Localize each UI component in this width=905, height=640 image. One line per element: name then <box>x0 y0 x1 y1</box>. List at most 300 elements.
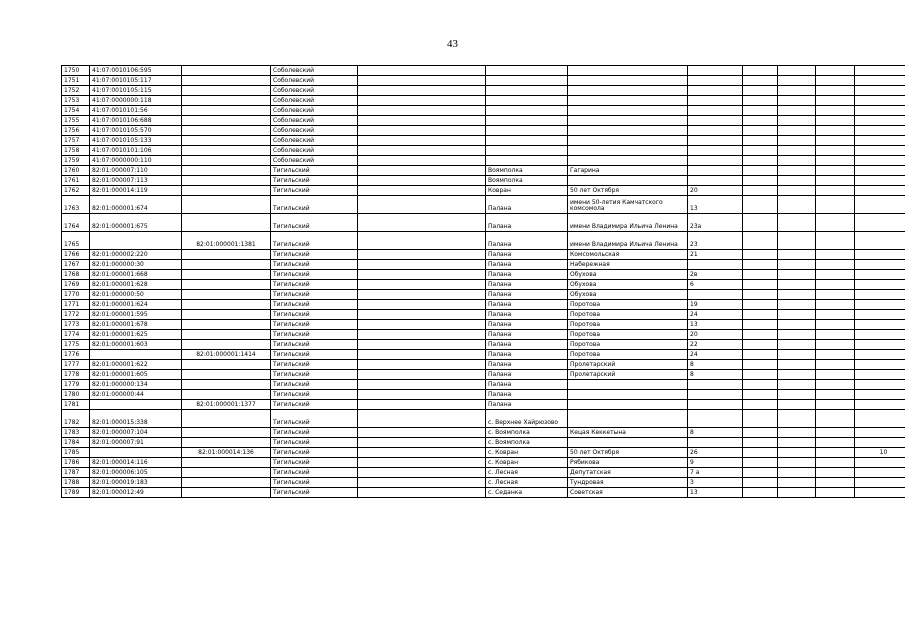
cell-extra-col-2 <box>778 448 816 458</box>
cell-locality <box>486 156 568 166</box>
cell-district: Тигильский <box>271 196 358 214</box>
table-row <box>62 300 905 310</box>
cell-extra-col-3 <box>816 214 855 232</box>
cell-locality-extra <box>358 196 486 214</box>
cell-locality: Палана <box>486 250 568 260</box>
cell-row-number: 1785 <box>62 448 90 458</box>
cell-district: Тигильский <box>271 360 358 370</box>
cell-district: Тигильский <box>271 166 358 176</box>
cell-district: Тигильский <box>271 458 358 468</box>
table-row <box>62 488 905 498</box>
cell-extra-col-4 <box>855 488 905 498</box>
table-row <box>62 350 905 360</box>
cell-extra-col-2 <box>778 214 816 232</box>
cell-row-number: 1787 <box>62 468 90 478</box>
cell-locality-extra <box>358 96 486 106</box>
cell-cadastral-number-alt: 82:01:000001:1381 <box>182 232 271 250</box>
cell-locality: Воямполка <box>486 166 568 176</box>
cell-locality <box>486 96 568 106</box>
cell-extra-col-4 <box>855 330 905 340</box>
cell-extra-col-2 <box>778 310 816 320</box>
cell-locality: Палана <box>486 340 568 350</box>
cell-district: Тигильский <box>271 300 358 310</box>
cell-locality-extra <box>358 250 486 260</box>
cell-extra-col-1 <box>743 146 778 156</box>
cell-locality-extra <box>358 186 486 196</box>
cell-house-number <box>688 136 743 146</box>
cell-extra-col-4 <box>855 340 905 350</box>
cell-cadastral-number-alt <box>182 458 271 468</box>
table-row <box>62 468 905 478</box>
cell-cadastral-number-alt <box>182 310 271 320</box>
cell-district: Тигильский <box>271 428 358 438</box>
cell-house-number: 24 <box>688 310 743 320</box>
cell-extra-col-4 <box>855 136 905 146</box>
cell-locality: Палана <box>486 380 568 390</box>
cell-row-number: 1780 <box>62 390 90 400</box>
cell-cadastral-number-alt: 82:01:000001:1377 <box>182 400 271 410</box>
cell-district: Тигильский <box>271 310 358 320</box>
cell-locality-extra <box>358 310 486 320</box>
cell-district: Соболевский <box>271 126 358 136</box>
table-row <box>62 76 905 86</box>
cell-extra-col-4 <box>855 146 905 156</box>
cell-extra-col-1 <box>743 320 778 330</box>
cell-extra-col-4 <box>855 166 905 176</box>
cell-extra-col-4 <box>855 186 905 196</box>
cell-cadastral-number-alt <box>182 156 271 166</box>
cell-cadastral-number-alt <box>182 136 271 146</box>
cell-locality: Палана <box>486 390 568 400</box>
cell-extra-col-1 <box>743 106 778 116</box>
cell-extra-col-4 <box>855 106 905 116</box>
cell-extra-col-4 <box>855 428 905 438</box>
cell-extra-col-3 <box>816 458 855 468</box>
cell-extra-col-1 <box>743 166 778 176</box>
cell-row-number: 1782 <box>62 410 90 428</box>
cell-row-number: 1789 <box>62 488 90 498</box>
cell-row-number: 1771 <box>62 300 90 310</box>
cell-row-number: 1781 <box>62 400 90 410</box>
cell-extra-col-1 <box>743 428 778 438</box>
cell-cadastral-number-alt: 82:01:000014:136 <box>182 448 271 458</box>
cell-row-number: 1775 <box>62 340 90 350</box>
cell-locality: с. Лесная <box>486 468 568 478</box>
cell-cadastral-number-alt <box>182 280 271 290</box>
cell-extra-col-3 <box>816 116 855 126</box>
table-row <box>62 380 905 390</box>
cell-street: 50 лет Октября <box>568 448 688 458</box>
cell-extra-col-4: 10 <box>855 448 905 458</box>
cell-cadastral-number: 41:07:0000000:110 <box>90 156 182 166</box>
cell-extra-col-3 <box>816 186 855 196</box>
cell-extra-col-4 <box>855 126 905 136</box>
cell-cadastral-number-alt <box>182 196 271 214</box>
cell-extra-col-2 <box>778 196 816 214</box>
cell-district: Тигильский <box>271 350 358 360</box>
cell-extra-col-2 <box>778 136 816 146</box>
cell-cadastral-number: 82:01:000007:110 <box>90 166 182 176</box>
cell-extra-col-1 <box>743 86 778 96</box>
cell-cadastral-number: 82:01:000001:675 <box>90 214 182 232</box>
cell-locality: Палана <box>486 260 568 270</box>
cell-extra-col-4 <box>855 156 905 166</box>
cell-row-number: 1768 <box>62 270 90 280</box>
cell-locality-extra <box>358 428 486 438</box>
cell-locality: Воямполка <box>486 176 568 186</box>
cell-locality-extra <box>358 126 486 136</box>
cell-extra-col-3 <box>816 136 855 146</box>
cell-cadastral-number-alt <box>182 166 271 176</box>
cell-extra-col-4 <box>855 86 905 96</box>
cell-locality: с. Воямполка <box>486 428 568 438</box>
cell-cadastral-number-alt <box>182 340 271 350</box>
cell-extra-col-3 <box>816 76 855 86</box>
cell-extra-col-1 <box>743 468 778 478</box>
cell-extra-col-4 <box>855 270 905 280</box>
cell-locality: с. Воямполка <box>486 438 568 448</box>
cell-locality: Палана <box>486 370 568 380</box>
cell-extra-col-2 <box>778 106 816 116</box>
table-row <box>62 428 905 438</box>
cell-extra-col-4 <box>855 290 905 300</box>
cell-row-number: 1761 <box>62 176 90 186</box>
cell-house-number: 24 <box>688 350 743 360</box>
cell-house-number: 6 <box>688 280 743 290</box>
cell-extra-col-4 <box>855 250 905 260</box>
table-row <box>62 156 905 166</box>
cell-extra-col-2 <box>778 380 816 390</box>
cell-locality-extra <box>358 214 486 232</box>
cell-extra-col-1 <box>743 116 778 126</box>
table-row <box>62 176 905 186</box>
cell-district: Соболевский <box>271 96 358 106</box>
cell-cadastral-number: 82:01:000007:104 <box>90 428 182 438</box>
table-row <box>62 116 905 126</box>
cell-extra-col-1 <box>743 458 778 468</box>
cell-extra-col-1 <box>743 232 778 250</box>
cell-cadastral-number: 82:01:000001:678 <box>90 320 182 330</box>
cell-row-number: 1756 <box>62 126 90 136</box>
cell-district: Соболевский <box>271 66 358 76</box>
cell-extra-col-3 <box>816 428 855 438</box>
cell-cadastral-number: 82:01:000001:628 <box>90 280 182 290</box>
registry-table <box>61 65 905 498</box>
cell-locality <box>486 86 568 96</box>
cell-locality: Палана <box>486 360 568 370</box>
cell-cadastral-number: 41:07:0010101:56 <box>90 106 182 116</box>
table-row <box>62 438 905 448</box>
cell-street <box>568 76 688 86</box>
cell-locality-extra <box>358 280 486 290</box>
cell-cadastral-number: 82:01:000001:624 <box>90 300 182 310</box>
table-row <box>62 340 905 350</box>
cell-extra-col-3 <box>816 438 855 448</box>
cell-row-number: 1764 <box>62 214 90 232</box>
cell-district: Тигильский <box>271 330 358 340</box>
cell-district: Тигильский <box>271 380 358 390</box>
cell-street: Пролетарский <box>568 360 688 370</box>
cell-cadastral-number: 41:07:0010105:117 <box>90 76 182 86</box>
cell-row-number: 1783 <box>62 428 90 438</box>
cell-house-number <box>688 176 743 186</box>
cell-row-number: 1784 <box>62 438 90 448</box>
cell-extra-col-2 <box>778 76 816 86</box>
cell-locality-extra <box>358 76 486 86</box>
cell-cadastral-number <box>90 350 182 360</box>
cell-house-number: 22 <box>688 340 743 350</box>
cell-extra-col-2 <box>778 126 816 136</box>
cell-street <box>568 146 688 156</box>
cell-cadastral-number: 82:01:000001:622 <box>90 360 182 370</box>
cell-locality-extra <box>358 360 486 370</box>
cell-extra-col-1 <box>743 186 778 196</box>
cell-street: Поротова <box>568 350 688 360</box>
cell-extra-col-3 <box>816 280 855 290</box>
cell-street: Кецая Кеккетына <box>568 428 688 438</box>
cell-locality-extra <box>358 438 486 448</box>
cell-extra-col-2 <box>778 488 816 498</box>
cell-locality-extra <box>358 380 486 390</box>
cell-extra-col-4 <box>855 478 905 488</box>
cell-house-number: 20 <box>688 186 743 196</box>
cell-cadastral-number-alt <box>182 250 271 260</box>
cell-locality-extra <box>358 86 486 96</box>
table-row <box>62 310 905 320</box>
cell-extra-col-4 <box>855 360 905 370</box>
cell-extra-col-3 <box>816 488 855 498</box>
cell-extra-col-3 <box>816 340 855 350</box>
cell-extra-col-3 <box>816 232 855 250</box>
cell-extra-col-2 <box>778 400 816 410</box>
cell-street: Советская <box>568 488 688 498</box>
cell-locality: Палана <box>486 300 568 310</box>
cell-locality: Палана <box>486 214 568 232</box>
cell-extra-col-1 <box>743 448 778 458</box>
cell-district: Тигильский <box>271 400 358 410</box>
cell-cadastral-number: 41:07:0000000:118 <box>90 96 182 106</box>
cell-cadastral-number <box>90 232 182 250</box>
cell-extra-col-3 <box>816 250 855 260</box>
cell-house-number <box>688 260 743 270</box>
cell-extra-col-3 <box>816 330 855 340</box>
cell-cadastral-number: 82:01:000000:134 <box>90 380 182 390</box>
cell-district: Тигильский <box>271 260 358 270</box>
cell-cadastral-number: 82:01:000012:49 <box>90 488 182 498</box>
cell-locality-extra <box>358 66 486 76</box>
cell-locality: Палана <box>486 232 568 250</box>
cell-extra-col-1 <box>743 300 778 310</box>
page-number: 43 <box>447 38 458 50</box>
cell-street: Депутатская <box>568 468 688 478</box>
cell-row-number: 1757 <box>62 136 90 146</box>
cell-district: Тигильский <box>271 320 358 330</box>
cell-locality-extra <box>358 468 486 478</box>
cell-cadastral-number-alt <box>182 260 271 270</box>
cell-district: Соболевский <box>271 116 358 126</box>
cell-extra-col-1 <box>743 214 778 232</box>
cell-extra-col-1 <box>743 280 778 290</box>
table-row <box>62 400 905 410</box>
cell-cadastral-number-alt <box>182 380 271 390</box>
cell-locality <box>486 126 568 136</box>
cell-extra-col-4 <box>855 66 905 76</box>
cell-extra-col-3 <box>816 106 855 116</box>
cell-extra-col-2 <box>778 86 816 96</box>
cell-cadastral-number: 41:07:0010105:133 <box>90 136 182 146</box>
cell-cadastral-number: 82:01:000006:105 <box>90 468 182 478</box>
cell-district: Тигильский <box>271 270 358 280</box>
cell-extra-col-3 <box>816 360 855 370</box>
cell-locality: с. Ковран <box>486 448 568 458</box>
cell-extra-col-3 <box>816 478 855 488</box>
cell-locality <box>486 146 568 156</box>
cell-locality: Палана <box>486 196 568 214</box>
cell-locality: Ковран <box>486 186 568 196</box>
cell-street: имени Владимира Ильича Ленина <box>568 232 688 250</box>
cell-street <box>568 380 688 390</box>
cell-cadastral-number-alt <box>182 66 271 76</box>
cell-cadastral-number: 41:07:0010101:106 <box>90 146 182 156</box>
cell-district: Соболевский <box>271 146 358 156</box>
table-row <box>62 186 905 196</box>
cell-extra-col-4 <box>855 260 905 270</box>
cell-row-number: 1786 <box>62 458 90 468</box>
cell-cadastral-number: 82:01:000007:113 <box>90 176 182 186</box>
cell-street: Обухова <box>568 290 688 300</box>
cell-street <box>568 86 688 96</box>
cell-cadastral-number: 41:07:0010106:595 <box>90 66 182 76</box>
cell-extra-col-1 <box>743 380 778 390</box>
cell-street: Комсомольская <box>568 250 688 260</box>
cell-locality-extra <box>358 300 486 310</box>
cell-extra-col-3 <box>816 350 855 360</box>
cell-locality-extra <box>358 232 486 250</box>
cell-locality-extra <box>358 400 486 410</box>
cell-house-number: 2в <box>688 270 743 280</box>
cell-row-number: 1752 <box>62 86 90 96</box>
cell-district: Соболевский <box>271 106 358 116</box>
cell-extra-col-2 <box>778 438 816 448</box>
cell-street <box>568 116 688 126</box>
cell-extra-col-1 <box>743 126 778 136</box>
table-row <box>62 146 905 156</box>
cell-row-number: 1758 <box>62 146 90 156</box>
cell-extra-col-1 <box>743 340 778 350</box>
cell-row-number: 1788 <box>62 478 90 488</box>
cell-cadastral-number: 82:01:000015:338 <box>90 410 182 428</box>
cell-extra-col-2 <box>778 300 816 310</box>
cell-locality-extra <box>358 270 486 280</box>
table-row <box>62 214 905 232</box>
cell-house-number: 23а <box>688 214 743 232</box>
cell-cadastral-number: 82:01:000014:116 <box>90 458 182 468</box>
cell-cadastral-number: 41:07:0010105:115 <box>90 86 182 96</box>
cell-house-number: 20 <box>688 330 743 340</box>
cell-district: Тигильский <box>271 214 358 232</box>
cell-cadastral-number-alt <box>182 390 271 400</box>
cell-extra-col-3 <box>816 410 855 428</box>
cell-extra-col-2 <box>778 270 816 280</box>
cell-extra-col-2 <box>778 166 816 176</box>
cell-extra-col-4 <box>855 310 905 320</box>
cell-row-number: 1750 <box>62 66 90 76</box>
cell-cadastral-number-alt <box>182 330 271 340</box>
cell-district: Тигильский <box>271 290 358 300</box>
cell-house-number: 21 <box>688 250 743 260</box>
table-row <box>62 410 905 428</box>
cell-extra-col-1 <box>743 270 778 280</box>
cell-cadastral-number-alt <box>182 320 271 330</box>
cell-locality-extra <box>358 458 486 468</box>
cell-row-number: 1765 <box>62 232 90 250</box>
cell-extra-col-2 <box>778 96 816 106</box>
cell-cadastral-number-alt <box>182 176 271 186</box>
cell-extra-col-1 <box>743 488 778 498</box>
cell-locality: Палана <box>486 280 568 290</box>
table-body <box>62 66 905 498</box>
cell-locality: с. Лесная <box>486 478 568 488</box>
cell-house-number <box>688 156 743 166</box>
cell-house-number <box>688 438 743 448</box>
cell-district: Тигильский <box>271 176 358 186</box>
table-row <box>62 106 905 116</box>
cell-extra-col-3 <box>816 86 855 96</box>
cell-extra-col-3 <box>816 166 855 176</box>
cell-house-number <box>688 66 743 76</box>
cell-street: Тундровая <box>568 478 688 488</box>
cell-row-number: 1769 <box>62 280 90 290</box>
cell-extra-col-1 <box>743 400 778 410</box>
cell-cadastral-number-alt <box>182 360 271 370</box>
cell-extra-col-4 <box>855 300 905 310</box>
cell-cadastral-number-alt: 82:01:000001:1414 <box>182 350 271 360</box>
cell-locality-extra <box>358 290 486 300</box>
cell-extra-col-4 <box>855 280 905 290</box>
cell-district: Тигильский <box>271 280 358 290</box>
cell-street: Гагарина <box>568 166 688 176</box>
cell-cadastral-number: 82:01:000001:668 <box>90 270 182 280</box>
cell-cadastral-number: 82:01:000001:603 <box>90 340 182 350</box>
cell-cadastral-number-alt <box>182 478 271 488</box>
cell-extra-col-3 <box>816 290 855 300</box>
table-row <box>62 166 905 176</box>
cell-district: Соболевский <box>271 136 358 146</box>
cell-extra-col-3 <box>816 400 855 410</box>
cell-extra-col-2 <box>778 260 816 270</box>
cell-extra-col-2 <box>778 232 816 250</box>
cell-extra-col-1 <box>743 196 778 214</box>
cell-locality: с. Седанка <box>486 488 568 498</box>
cell-house-number <box>688 146 743 156</box>
cell-locality-extra <box>358 390 486 400</box>
cell-extra-col-3 <box>816 96 855 106</box>
cell-extra-col-2 <box>778 468 816 478</box>
cell-cadastral-number-alt <box>182 146 271 156</box>
cell-locality-extra <box>358 260 486 270</box>
cell-district: Тигильский <box>271 468 358 478</box>
cell-extra-col-4 <box>855 390 905 400</box>
cell-street: Поротова <box>568 300 688 310</box>
cell-extra-col-4 <box>855 350 905 360</box>
cell-extra-col-2 <box>778 330 816 340</box>
cell-district: Соболевский <box>271 156 358 166</box>
table-row <box>62 320 905 330</box>
cell-cadastral-number-alt <box>182 86 271 96</box>
cell-locality-extra <box>358 478 486 488</box>
cell-row-number: 1776 <box>62 350 90 360</box>
cell-locality: с. Верхнее Хайрюзово <box>486 410 568 428</box>
